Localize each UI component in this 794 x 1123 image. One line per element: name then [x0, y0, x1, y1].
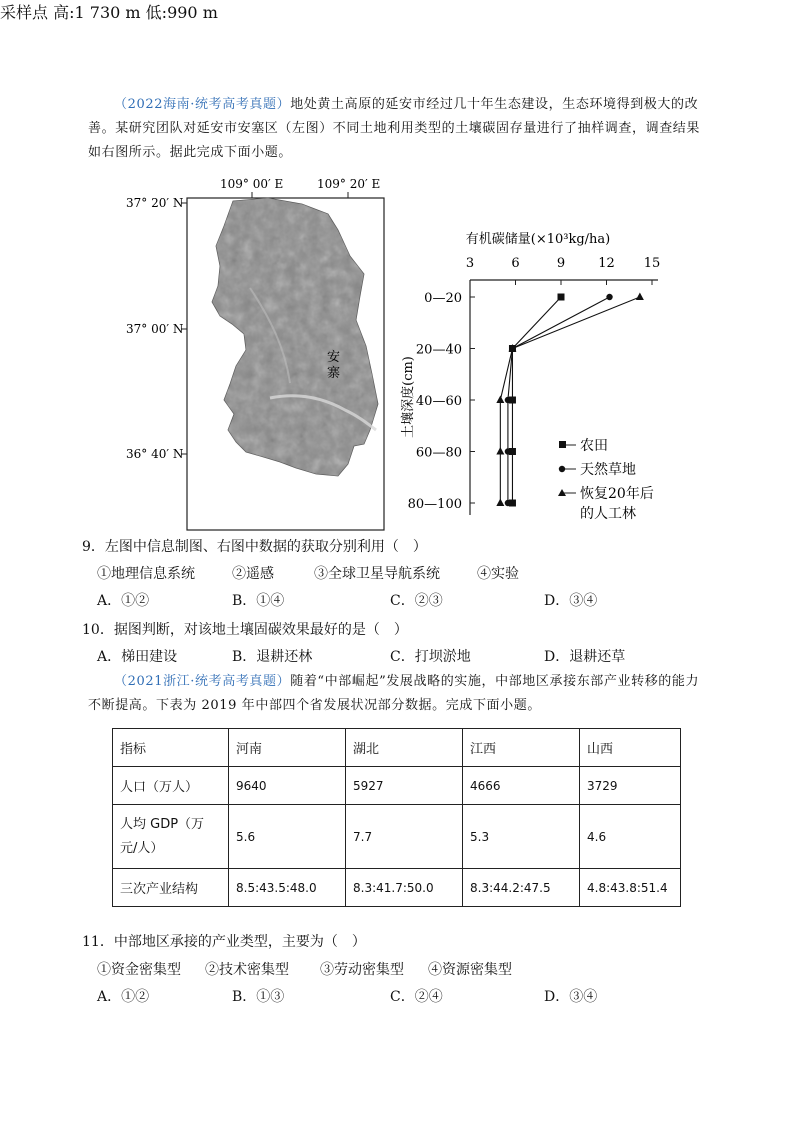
table-cell: 5.3 — [463, 805, 580, 869]
q11-option-c[interactable]: C．②④ — [390, 989, 443, 1005]
legend-high: 高:1 730 m — [53, 3, 141, 22]
data-point-circle — [505, 397, 511, 403]
q11-option-b[interactable]: B．①③ — [232, 989, 285, 1005]
chart-xlabel: 有机碳储量(×10³kg/ha) — [465, 232, 611, 247]
province-data-table — [112, 728, 681, 907]
data-point-triangle — [496, 499, 504, 507]
data-point-triangle — [496, 447, 504, 455]
legend-label-1: 农田 — [580, 438, 608, 454]
q9-option-d[interactable]: D．③④ — [544, 593, 598, 609]
city-label-top: 安 — [327, 350, 341, 365]
data-point-circle — [606, 294, 612, 300]
lon-label-2: 109° 20′ E — [317, 177, 381, 191]
table-cell: 8.3:44.2:47.5 — [463, 869, 580, 907]
legend-marker-circle — [559, 466, 565, 472]
q9-item-3: ③全球卫星导航系统 — [314, 566, 440, 582]
chart-ylabel: 土壤深度(cm) — [401, 356, 416, 438]
question-9-stem: 9．左图中信息制图、右图中数据的获取分别利用（ ） — [82, 539, 427, 555]
table-cell: 5927 — [346, 767, 463, 805]
q11-item-4: ④资源密集型 — [428, 962, 512, 978]
y-category-label: 60—80 — [415, 445, 462, 461]
table-cell: 人均 GDP（万元/人） — [113, 805, 229, 869]
data-point-square — [558, 294, 565, 301]
table-cell: 3729 — [580, 767, 681, 805]
q11-item-3: ③劳动密集型 — [320, 962, 404, 978]
table-header-cell: 山西 — [580, 729, 681, 767]
data-point-triangle — [636, 293, 644, 301]
table-cell: 人口（万人） — [113, 767, 229, 805]
table-cell: 4.8:43.8:51.4 — [580, 869, 681, 907]
table-header-cell: 湖北 — [346, 729, 463, 767]
lat-label-2: 37° 00′ N — [126, 322, 184, 336]
intro-passage-1: （2022海南·统考高考真题）地处黄土高原的延安市经过几十年生态建设，生态环境得到极大的改 善。某研究团队对延安市安塞区（左图）不同土地利用类型的土壤碳固存量进行了抽样调查，调查结果 如右图所示。据此完成下面小题。 — [88, 97, 701, 160]
legend-low: 低:990 m — [145, 3, 218, 22]
x-tick-label: 6 — [511, 256, 520, 271]
table-cell: 8.5:43.5:48.0 — [229, 869, 346, 907]
lat-label-3: 36° 40′ N — [126, 447, 184, 461]
x-tick-label: 15 — [643, 256, 661, 271]
table-row — [113, 767, 681, 805]
carbon-chart — [398, 225, 688, 525]
legend-marker-square — [559, 441, 566, 448]
terrain-map — [120, 168, 400, 533]
y-category-label: 80—100 — [407, 497, 462, 512]
q9-item-4: ④实验 — [477, 566, 519, 582]
q9-item-1: ①地理信息系统 — [97, 566, 195, 582]
table-header-row — [113, 729, 681, 767]
q11-option-d[interactable]: D．③④ — [544, 989, 598, 1005]
table-row — [113, 805, 681, 869]
intro-passage-2: （2021浙江·统考高考真题）随着“中部崛起”发展战略的实施，中部地区承接东部产业转移的能力 不断提高。下表为 2019 年中部四个省发展状况部分数据。完成下面小题。 — [88, 674, 700, 713]
source-tag: （2021浙江·统考高考真题） — [114, 674, 291, 689]
table-cell: 三次产业结构 — [113, 869, 229, 907]
q10-option-a[interactable]: A．梯田建设 — [97, 649, 178, 665]
y-category-label: 20—40 — [415, 342, 462, 358]
y-category-label: 0—20 — [424, 291, 462, 306]
sample-label: 采样点 — [0, 3, 49, 22]
table-cell: 4666 — [463, 767, 580, 805]
legend-label-3: 恢复20年后 — [580, 486, 654, 502]
table-header-cell: 指标 — [113, 729, 229, 767]
lat-label-1: 37° 20′ N — [126, 196, 184, 210]
q9-item-2: ②遥感 — [232, 566, 274, 582]
q11-item-2: ②技术密集型 — [205, 962, 289, 978]
q9-option-c[interactable]: C．②③ — [390, 593, 443, 609]
table-cell: 8.3:41.7:50.0 — [346, 869, 463, 907]
y-category-label: 40—60 — [415, 394, 462, 409]
table-row — [113, 869, 681, 907]
q11-option-a[interactable]: A．①② — [97, 989, 150, 1005]
data-point-triangle — [496, 396, 504, 404]
table-cell: 9640 — [229, 767, 346, 805]
q9-option-b[interactable]: B．①④ — [232, 593, 285, 609]
question-11-stem: 11．中部地区承接的产业类型，主要为（ ） — [82, 934, 366, 950]
q11-item-1: ①资金密集型 — [97, 962, 181, 978]
data-point-circle — [505, 500, 511, 506]
x-tick-label: 9 — [556, 256, 566, 271]
table-header-cell: 江西 — [463, 729, 580, 767]
q9-option-a[interactable]: A．①② — [97, 593, 150, 609]
q10-option-c[interactable]: C．打坝淤地 — [390, 649, 471, 665]
x-tick-label: 3 — [465, 256, 475, 271]
table-cell: 5.6 — [229, 805, 346, 869]
city-label-bottom: 寨 — [327, 366, 341, 381]
table-cell: 4.6 — [580, 805, 681, 869]
series-line-1 — [512, 297, 561, 503]
lon-label-1: 109° 00′ E — [220, 177, 284, 191]
question-10-stem: 10．据图判断，对该地土壤固碳效果最好的是（ ） — [82, 622, 408, 638]
x-tick-label: 12 — [598, 256, 615, 271]
q10-option-b[interactable]: B．退耕还林 — [232, 649, 313, 665]
legend-label-2: 天然草地 — [580, 462, 636, 478]
legend-label-4: 的人工林 — [580, 506, 636, 522]
table-cell: 7.7 — [346, 805, 463, 869]
table-header-cell: 河南 — [229, 729, 346, 767]
q10-option-d[interactable]: D．退耕还草 — [544, 649, 626, 665]
data-point-circle — [505, 448, 511, 454]
source-tag: （2022海南·统考高考真题） — [114, 97, 291, 112]
